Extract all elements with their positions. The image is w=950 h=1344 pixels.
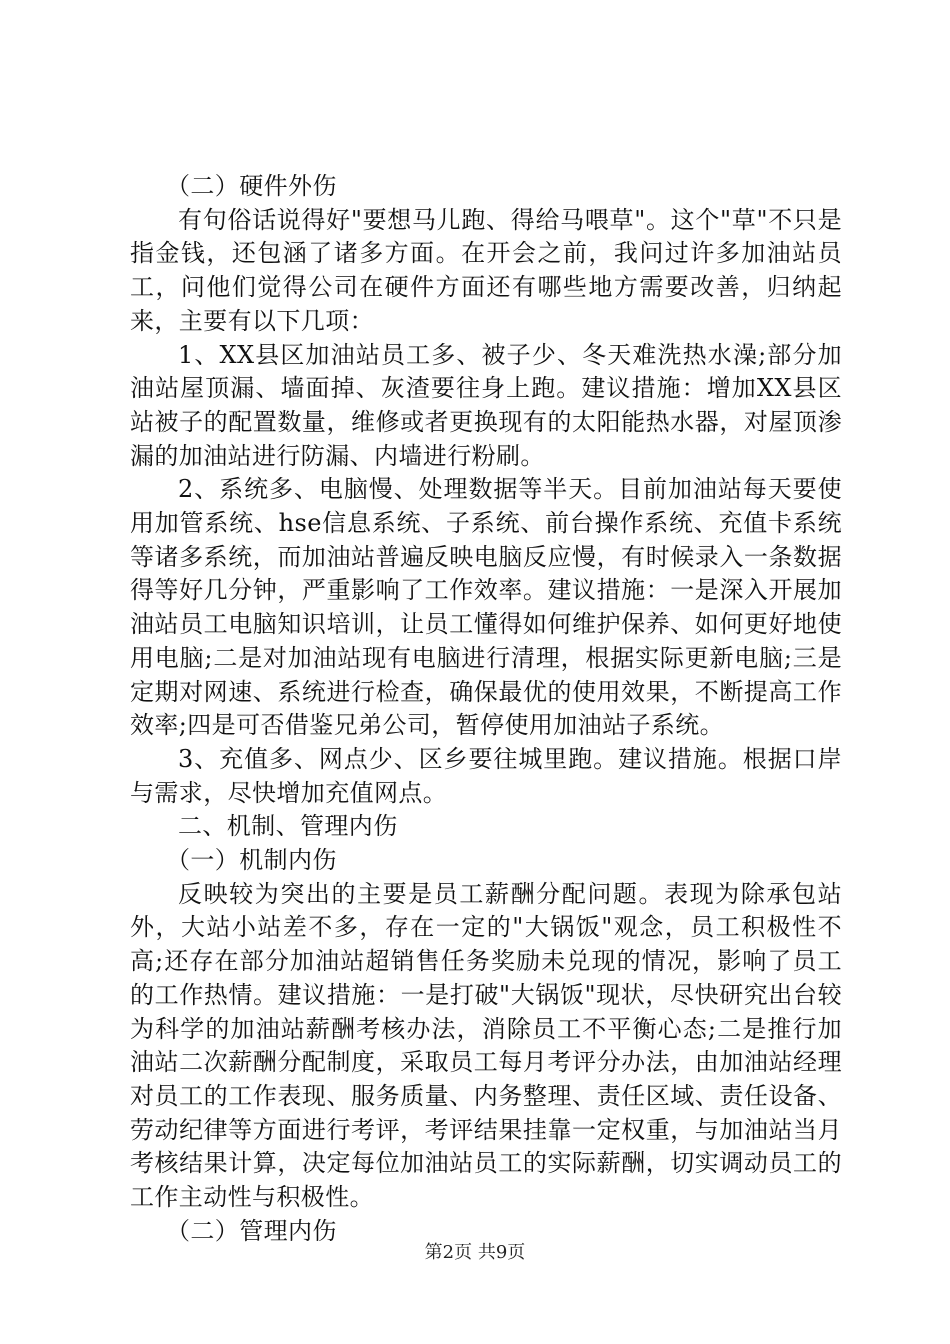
section-heading: （二）硬件外伤 (166, 172, 337, 200)
section-heading: （一）机制内伤 (166, 846, 337, 875)
body-paragraph: 有句俗话说得好"要想马儿跑、得给马喂草"。这个"草"不只是指金钱，还包涵了诸多方面。在开会之前，我问过许多加油站员工，问他们觉得公司在硬件方面还有哪些地方需要改善，归纳起来，主要有以下几项： (130, 205, 842, 335)
body-paragraph: 反映较为突出的主要是员工薪酬分配问题。表现为除承包站外，大站小站差不多，存在一定的"大锅饭"观念，员工积极性不高;还存在部分加油站超销售任务奖励未兑现的情况，影响了员工的工作热情。建议措施：一是打破"大锅饭"现状，尽快研究出台较为科学的加油站薪酬考核办法，消除员工不平衡心态;二是推行加油站二次薪酬分配制度，采取员工每月考评分办法，由加油站经理对员工的工作表现、服务质量、内务整理、责任区域、责任设备、劳动纪律等方面进行考评，考评结果挂靠一定权重，与加油站当月考核结果计算，决定每位加油站员工的实际薪酬，切实调动员工的工作主动性与积极性。 (130, 879, 842, 1212)
section-heading: 二、机制、管理内伤 (178, 812, 398, 841)
body-paragraph: 1、XX县区加油站员工多、被子少、冬天难洗热水澡;部分加油站屋顶漏、墙面掉、灰渣要往身上跑。建议措施：增加XX县区站被子的配置数量，维修或者更换现有的太阳能热水器，对屋顶渗漏的加油站进行防漏、内墙进行粉刷。 (130, 340, 842, 470)
body-paragraph: 2、系统多、电脑慢、处理数据等半天。目前加油站每天要使用加管系统、hse信息系统、子系统、前台操作系统、充值卡系统等诸多系统，而加油站普遍反映电脑反应慢，有时候录入一条数据得等好几分钟，严重影响了工作效率。建议措施：一是深入开展加油站员工电脑知识培训，让员工懂得如何维护保养、如何更好地使用电脑;二是对加油站现有电脑进行清理，根据实际更新电脑;三是定期对网速、系统进行检查，确保最优的使用效果，不断提高工作效率;四是可否借鉴兄弟公司，暂停使用加油站子系统。 (130, 475, 842, 740)
body-paragraph: 3、充值多、网点少、区乡要往城里跑。建议措施。根据口岸与需求，尽快增加充值网点。 (130, 744, 842, 807)
document-body (130, 170, 842, 1249)
section-heading: （二）管理内伤 (166, 1216, 337, 1245)
page-number-footer: 第2页 共9页 (424, 1242, 526, 1263)
